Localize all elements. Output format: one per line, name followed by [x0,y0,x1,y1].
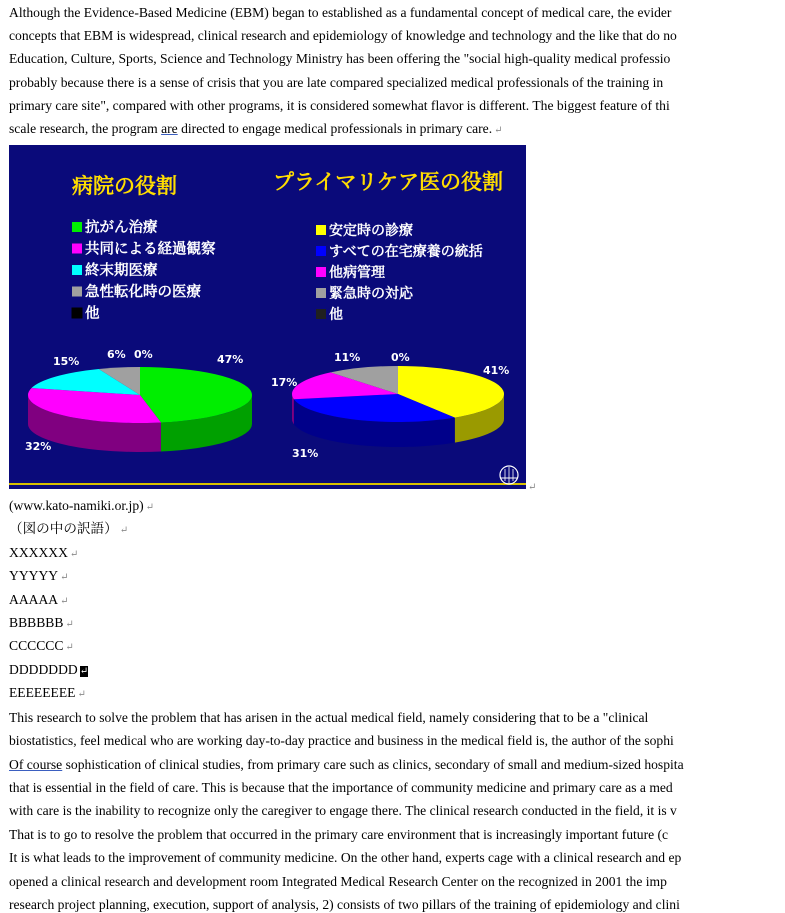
legend-swatch [316,267,326,277]
paragraph-line: It is what leads to the improvement of community medicine. On the other hand, experts cage with a clinical research and ep [9,850,682,865]
placeholder-line: YYYYY ↵ [9,568,69,583]
legend-label: 緊急時の対応 [329,286,413,302]
paragraph-line: research project planning, execution, support of analysis, 2) consists of two pillars of the training of epidemiology and clini [9,897,680,912]
paragraph-line: That is to go to resolve the problem that occurred in the primary care environment that is increasingly important future (c [9,827,669,842]
legend-swatch [72,222,82,232]
placeholder-line: BBBBBB ↵ [9,615,74,630]
legend-swatch [316,288,326,298]
legend-label: 他 [85,306,100,322]
paragraph-line [9,121,503,139]
pie-data-label: 0% [391,351,410,364]
legend-label: 安定時の診療 [329,223,413,239]
paragraph-line [9,757,684,773]
legend-swatch [316,246,326,256]
legend-swatch [72,265,82,275]
paragraph-line: that is essential in the field of care. This is because that the importance of community medicine and primary care as a med [9,780,673,795]
pie-data-label: 15% [53,355,80,368]
chart-title: プライマリケア医の役割 [273,170,503,194]
text-run: directed to engage medical professionals in primary care. [177,121,493,136]
pie-data-label: 6% [107,348,126,361]
pie-data-label: 47% [217,353,244,366]
pie-data-label: 32% [25,440,52,453]
pie-data-label: 41% [483,364,510,377]
placeholder-line: CCCCCC ↵ [9,638,74,653]
legend-swatch [72,287,82,297]
legend-swatch [316,309,326,319]
return-mark-icon: ↵ [494,125,503,136]
placeholder-line: XXXXXX ↵ [9,545,79,560]
embedded-slide-image[interactable] [9,145,526,489]
placeholder-line: EEEEEEEE ↵ [9,685,86,700]
pie-data-label: 17% [271,376,298,389]
paragraph-line: opened a clinical research and development room Integrated Medical Research Center on the recognized in 2001 the imp [9,874,667,889]
legend-label: 他 [329,307,343,323]
figure-source: (www.kato-namiki.or.jp) ↵ [9,498,155,513]
paragraph-line: probably because there is a sense of crisis that you are late compared specialized medical professionals of the training in [9,75,664,90]
text-run: scale research, the program [9,121,162,136]
translation-heading: （図の中の訳語） ↵ [9,521,129,536]
paragraph-line: concepts that EBM is widespread, clinical research and epidemiology of knowledge and technology and the like that do no [9,28,677,43]
paragraph-line: Education, Culture, Sports, Science and Technology Ministry has been offering the "social high-quality medical professio [9,51,671,66]
paragraph-line: This research to solve the problem that has arisen in the actual medical field, namely considering that to be a "clinical [9,710,649,725]
placeholder-line: DDDDDDD ↵ [9,662,89,677]
legend-swatch [72,244,82,254]
chart-title: 病院の役割 [72,174,177,198]
spellcheck-underlined-word[interactable]: Of course [9,757,63,772]
legend-label: 共同による経過観察 [85,241,216,258]
paragraph-line: biostatistics, feel medical who are working day-to-day practice and business in the medical field is, the author of the sophi [9,733,674,748]
paragraph-line: with care is the inability to recognize only the caregiver to engage there. The clinical research conducted in the field, it is v [9,803,677,818]
placeholder-line: AAAAA ↵ [9,592,69,607]
legend-label: 他病管理 [329,265,385,281]
pie-data-label: 31% [292,447,319,460]
paragraph-line: primary care site", compared with other programs, it is considered somewhat flavor is different. The biggest feature of thi [9,98,670,113]
return-mark-icon: ↵ [528,482,537,493]
text-cursor-selection[interactable]: ↵ [79,666,89,677]
legend-label: 終末期医療 [85,263,158,279]
spellcheck-underlined-word[interactable]: are [161,121,178,136]
legend-label: 抗がん治療 [85,220,158,236]
pie-data-label: 0% [134,348,153,361]
slide-divider [9,483,526,485]
legend-swatch [72,308,82,318]
legend-label: すべての在宅療養の統括 [329,244,483,260]
paragraph-line: Although the Evidence-Based Medicine (EBM) began to established as a fundamental concept of medical care, the evider [9,5,672,20]
pie-data-label: 11% [334,351,361,364]
legend-label: 急性転化時の医療 [85,284,201,301]
legend-swatch [316,225,326,235]
text-run: sophistication of clinical studies, from primary care such as clinics, secondary of small and medium-sized hospita [62,757,684,772]
